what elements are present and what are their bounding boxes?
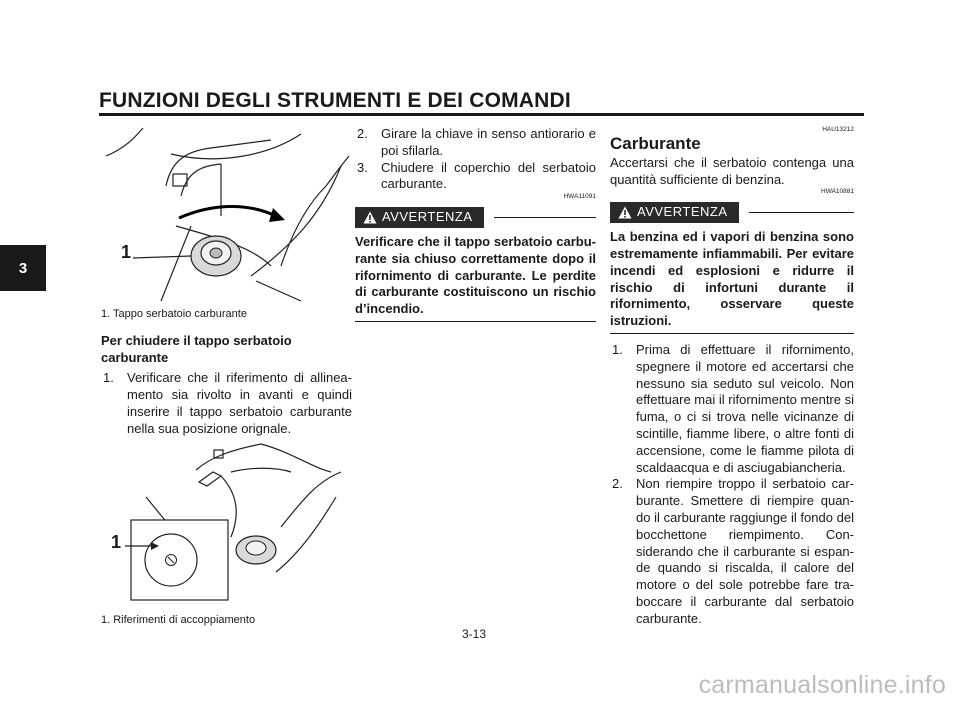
figure-callout: 1 bbox=[111, 531, 122, 552]
step-item bbox=[610, 342, 854, 476]
warning-triangle-icon bbox=[618, 206, 632, 219]
fuel-cap-illustration bbox=[101, 126, 352, 306]
steps-list-middle bbox=[355, 126, 596, 193]
warning-bar bbox=[355, 207, 596, 228]
warning-label: AVVERTENZA bbox=[382, 209, 473, 225]
warning-triangle-icon bbox=[363, 211, 377, 224]
watermark: carmanualsonline.info bbox=[698, 671, 946, 699]
step-number: 2. bbox=[612, 476, 623, 492]
warning-text: Verificare che il tappo serbatoio carbu-rante sia chiuso correttamente dopo il rifornimento di carburante. Le perdite di carburante costituiscono un rischio d’incendio. bbox=[355, 234, 596, 322]
middle-column bbox=[355, 126, 596, 322]
page-number: 3-13 bbox=[462, 627, 487, 641]
warning-rule bbox=[494, 217, 596, 218]
section-heading: Carburante bbox=[610, 134, 701, 153]
warning-badge bbox=[610, 202, 739, 223]
step-number: 1. bbox=[612, 341, 623, 357]
step-item bbox=[355, 160, 596, 194]
step-number: 1. bbox=[103, 370, 114, 386]
page-title: FUNZIONI DEGLI STRUMENTI E DEI COMANDI bbox=[99, 89, 571, 112]
reference-code: HAU13212 bbox=[822, 126, 854, 133]
step-text: Girare la chiave in senso antiorario e poi sfilarla. bbox=[381, 126, 596, 158]
reference-code: HWA10881 bbox=[821, 188, 854, 196]
alignment-marks-illustration bbox=[101, 442, 352, 612]
warning-rule bbox=[749, 212, 854, 213]
figure-caption: 1. Riferimenti di accoppiamento bbox=[101, 613, 256, 626]
warning-bar bbox=[610, 202, 854, 223]
figure-fuel-cap bbox=[101, 126, 352, 306]
warning-badge bbox=[355, 207, 484, 228]
step-number: 3. bbox=[357, 159, 368, 175]
step-text: Non riempire troppo il serbatoio car-burante. Smettere di riempire quan-do il carburante raggiunge il fondo del bocchettone riempimento. Con-siderando che il carburante si espan-de quando si riscalda, il calore del motore o del sole potrebbe fare tra-boccare il carburante dal serbatoio carburante. bbox=[636, 476, 854, 626]
reference-code: HWA11091 bbox=[563, 193, 596, 201]
figure-alignment-marks bbox=[101, 442, 352, 612]
step-text: Verificare che il riferimento di allinea-mento sia rivolto in avanti e quindi inserire il tappo serbatoio carburante nella sua posizione orignale. bbox=[127, 370, 352, 436]
step-item bbox=[610, 476, 854, 627]
step-item bbox=[101, 370, 352, 437]
subheading-close-cap: Per chiudere il tappo serbatoio carburante bbox=[101, 332, 292, 365]
figure-caption: 1. Tappo serbatoio carburante bbox=[101, 308, 247, 320]
right-column bbox=[610, 126, 854, 628]
steps-list-left bbox=[101, 370, 352, 437]
warning-label: AVVERTENZA bbox=[637, 204, 728, 220]
step-text: Chiudere il coperchio del serbatoio carburante. bbox=[381, 159, 596, 192]
title-rule bbox=[99, 113, 864, 116]
step-number: 2. bbox=[357, 126, 368, 141]
warning-text: La benzina ed i vapori di benzina sono estremamente infiammabili. Per evitare incendi ed esplosioni e ridurre il rischio di infortuni durante il rifornimento, osservare queste istruzioni. bbox=[610, 229, 854, 334]
step-item bbox=[355, 126, 596, 160]
step-text: Prima di effettuare il rifornimento, spegnere il motore ed accertarsi che nessuno sia seduto sul veicolo. Non effettuare mai il rifornimento mentre si fuma, o ci si trova nelle vicinanze di scintille, fiamme libere, o altre fonti di accensione, come le fiamme pilota di scaldaacqua e di asciugabiancheria. bbox=[636, 341, 854, 475]
figure-callout: 1 bbox=[121, 242, 132, 262]
intro-paragraph: Accertarsi che il serbatoio contenga una quantità sufficiente di benzina. bbox=[610, 154, 854, 187]
steps-list-right bbox=[610, 342, 854, 628]
chapter-tab: 3 bbox=[0, 245, 46, 291]
left-column bbox=[101, 126, 352, 628]
